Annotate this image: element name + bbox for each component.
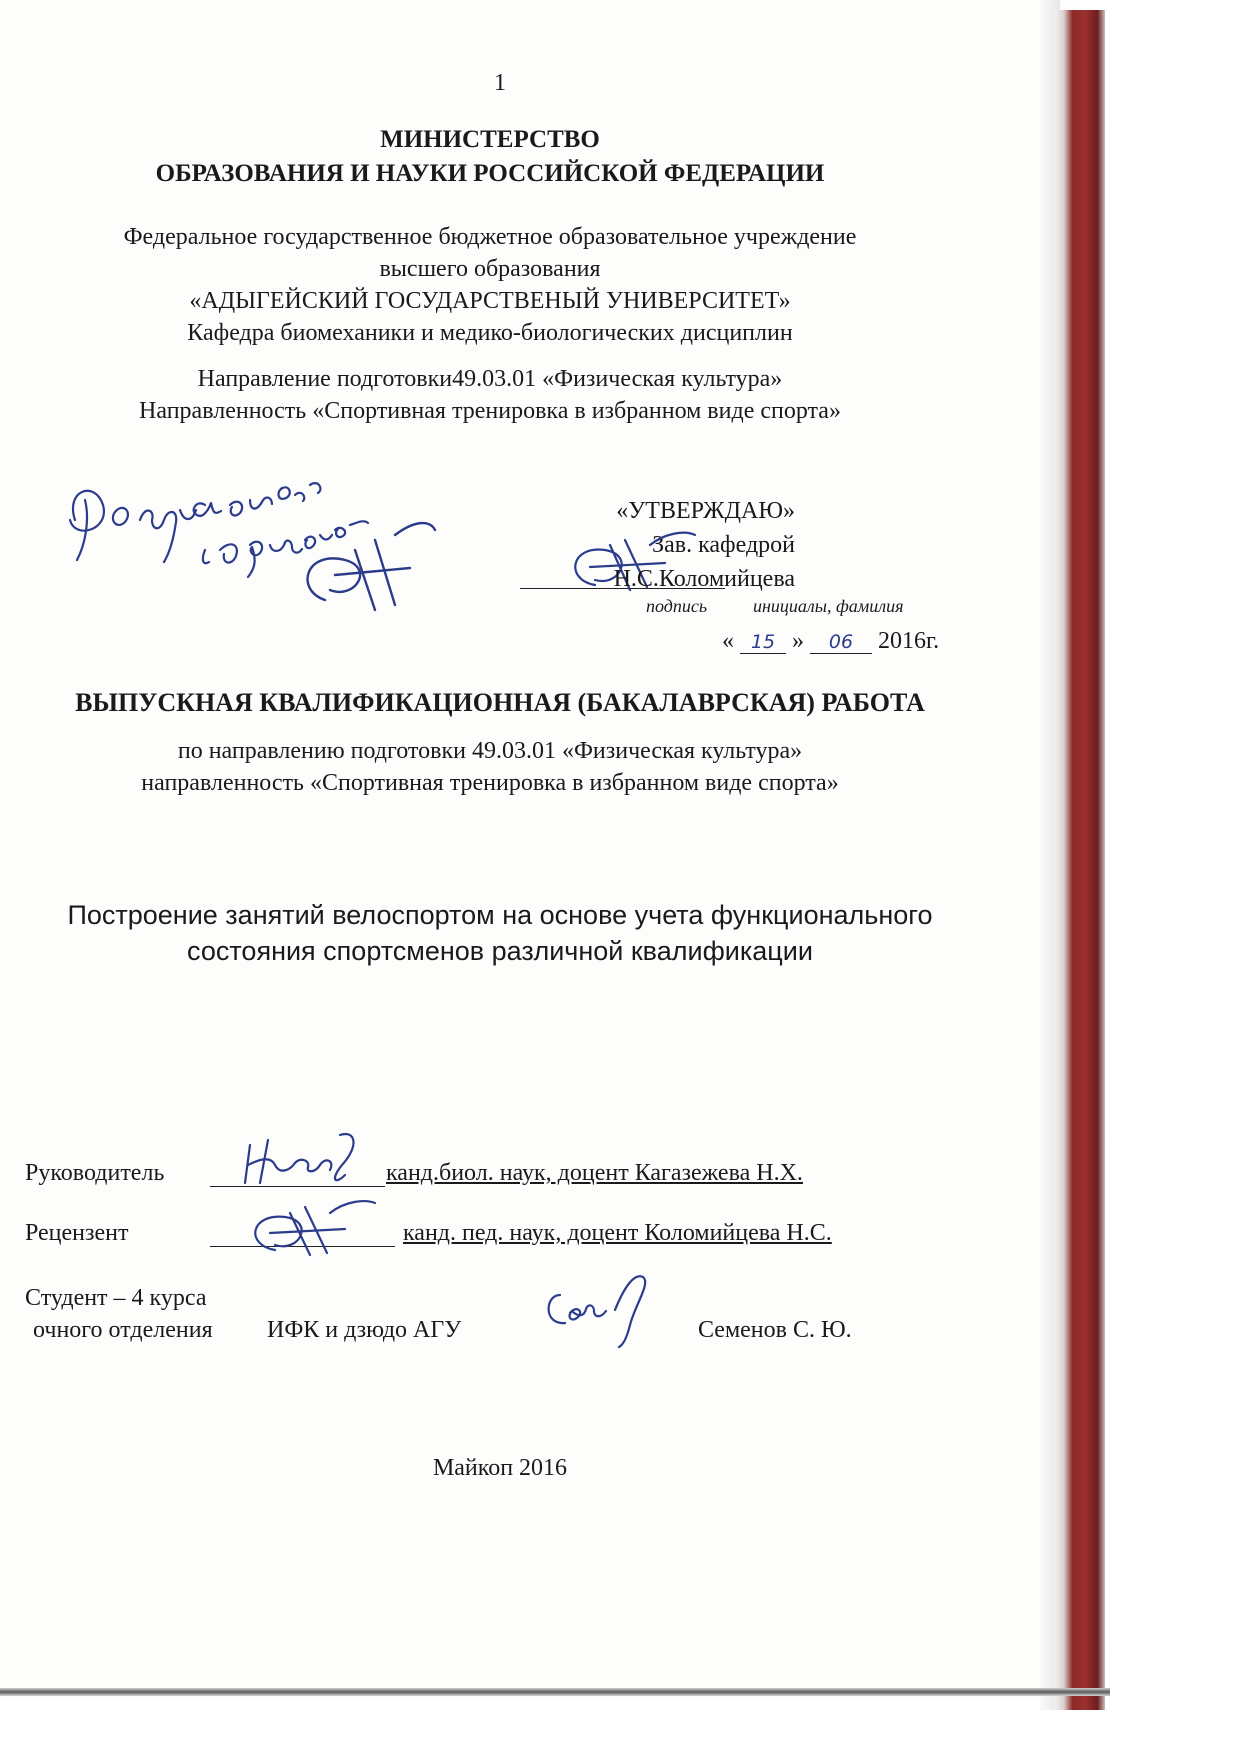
name-caption: инициалы, фамилия <box>753 596 904 616</box>
department-name: Кафедра биомеханики и медико-биологических дисциплин <box>187 320 793 346</box>
page-number: 1 <box>494 70 506 96</box>
supervisor-details <box>386 1160 803 1187</box>
university-name: «АДЫГЕЙСКИЙ ГОСУДАРСТВЕНЫЙ УНИВЕРСИТЕТ» <box>189 288 791 314</box>
binding-spine <box>1055 10 1105 1710</box>
student-study-form: очного отделения <box>33 1317 213 1343</box>
thesis-topic-line-2: состояния спортсменов различной квалификации <box>187 936 813 966</box>
date-close-quote: » <box>792 628 804 654</box>
approval-year: 2016г. <box>878 628 940 654</box>
student-signature <box>535 1265 675 1350</box>
student-name: Семенов С. Ю. <box>698 1317 852 1343</box>
training-direction: Направление подготовки49.03.01 «Физическая культура» <box>197 366 783 392</box>
date-open-quote: « <box>722 628 734 654</box>
ministry-line-2: ОБРАЗОВАНИЯ И НАУКИ РОССИЙСКОЙ ФЕДЕРАЦИИ <box>155 160 825 187</box>
reviewer-details <box>403 1220 832 1247</box>
student-faculty: ИФК и дзюдо АГУ <box>267 1317 462 1343</box>
approval-heading: «УТВЕРЖДАЮ» <box>616 498 795 524</box>
city-year: Майкоп 2016 <box>432 1455 568 1481</box>
institution-line-1: Федеральное государственное бюджетное образовательное учреждение <box>123 224 857 250</box>
scan-bottom-edge <box>0 1688 1110 1696</box>
thesis-topic-line-1: Построение занятий велоспортом на основе учета функционального <box>67 900 933 930</box>
approval-month: 06 <box>810 631 872 654</box>
direction-line-1: по направлению подготовки 49.03.01 «Физическая культура» <box>177 738 803 764</box>
institution-line-2: высшего образования <box>379 256 601 282</box>
supervisor-signature <box>230 1125 380 1195</box>
student-course: Студент – 4 курса <box>25 1285 207 1311</box>
supervisor-details-text: канд.биол. наук, доцент Кагазежева Н.Х. <box>386 1160 803 1186</box>
reviewer-role: Рецензент <box>25 1220 129 1246</box>
approval-date <box>722 628 939 655</box>
supervisor-role: Руководитель <box>25 1160 165 1186</box>
approval-name: Н.С.Коломийцева <box>613 566 795 592</box>
reviewer-signature <box>235 1195 385 1260</box>
admission-handwritten-note <box>55 450 455 620</box>
approval-day: 15 <box>740 631 786 654</box>
work-type-title: ВЫПУСКНАЯ КВАЛИФИКАЦИОННАЯ (БАКАЛАВРСКАЯ) РАБОТА <box>75 688 925 717</box>
reviewer-details-text: канд. пед. наук, доцент Коломийцева Н.С. <box>403 1220 832 1246</box>
ministry-line-1: МИНИСТЕРСТВО <box>380 126 600 153</box>
training-profile: Направленность «Спортивная тренировка в избранном виде спорта» <box>139 398 841 424</box>
approval-position: Зав. кафедрой <box>652 532 795 558</box>
signature-caption: подпись <box>646 596 708 616</box>
direction-line-2: направленность «Спортивная тренировка в избранном виде спорта» <box>141 770 839 796</box>
